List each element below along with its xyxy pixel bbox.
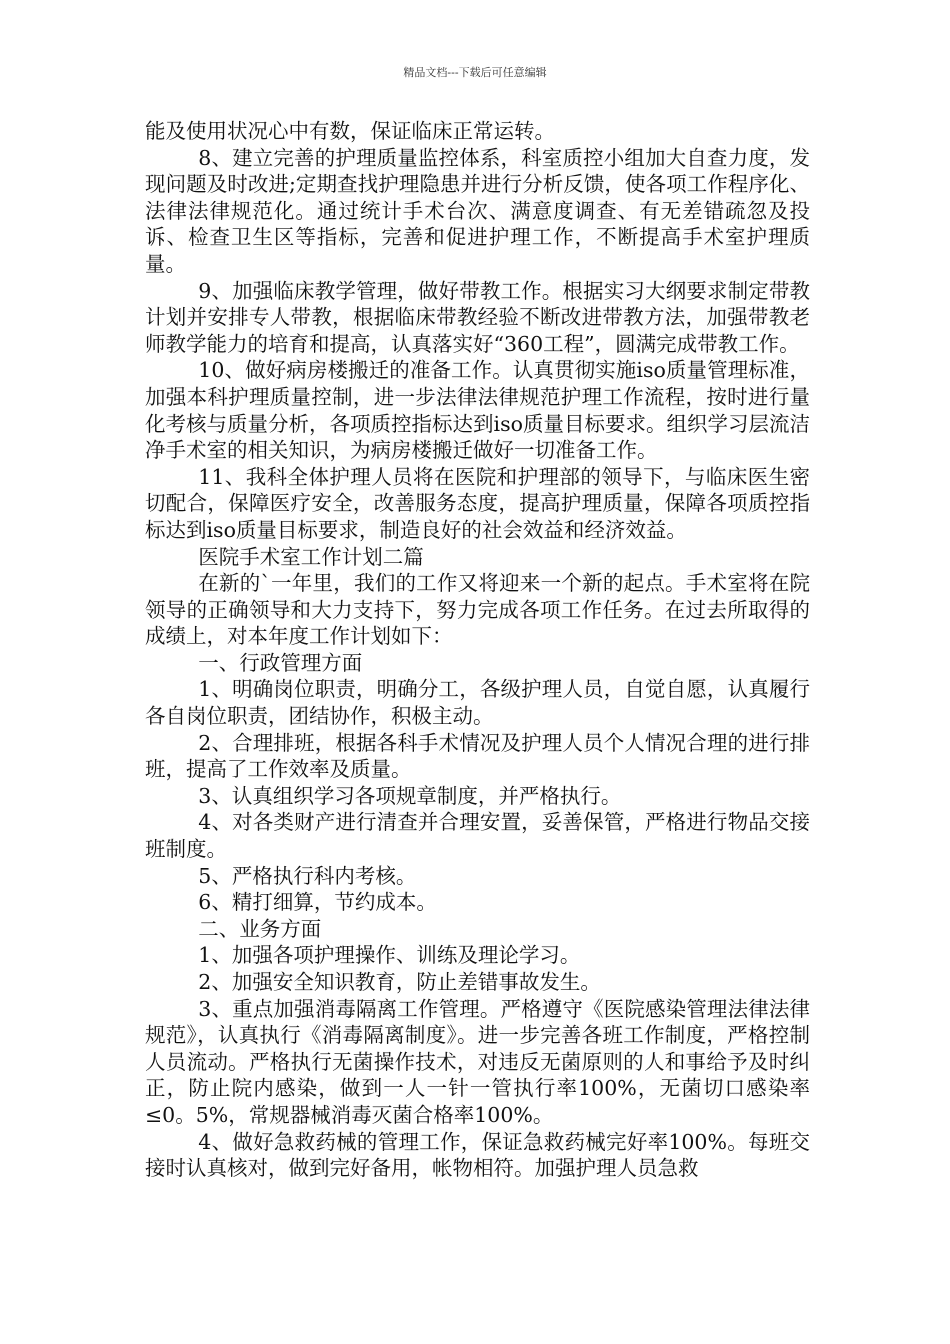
- list-item-business-3: 3、重点加强消毒隔离工作管理。严格遵守《医院感染管理法律法律规范》，认真执行《消毒隔离制度》。进一步完善各班工作制度，严格控制人员流动。严格执行无菌操作技术，对违反无菌原则的人和事给予及时纠正，防止院内感染，做到一人一针一管执行率100%，无菌切口感染率≤0。5%，常规器械消毒灭菌合格率100%。: [145, 996, 810, 1127]
- list-item-admin-2: 2、合理排班，根据各科手术情况及护理人员个人情况合理的进行排班，提高了工作效率及质量。: [145, 730, 810, 782]
- paragraph-intro: 在新的`一年里，我们的工作又将迎来一个新的起点。手术室将在院领导的正确领导和大力支持下，努力完成各项工作任务。在过去所取得的成绩上，对本年度工作计划如下：: [145, 571, 810, 649]
- section-title: 医院手术室工作计划二篇: [198, 544, 424, 569]
- list-item-business-4: 4、做好急救药械的管理工作，保证急救药械完好率100%。每班交接时认真核对，做到完好备用，帐物相符。加强护理人员急救: [145, 1129, 810, 1181]
- list-item-admin-6: 6、精打细算，节约成本。: [198, 890, 437, 915]
- paragraph-item-10: 10、做好病房楼搬迁的准备工作。认真贯彻实施iso质量管理标准，加强本科护理质量控制，进一步法律法律规范护理工作流程，按时进行量化考核与质量分析，各项质控指标达到iso质量目标要求。组织学习层流洁净手术室的相关知识，为病房楼搬迁做好一切准备工作。: [145, 358, 810, 463]
- document-body: [145, 118, 810, 1182]
- list-item-admin-3: 3、认真组织学习各项规章制度，并严格执行。: [198, 783, 622, 808]
- list-item-admin-4: 4、对各类财产进行清查并合理安置，妥善保管，严格进行物品交接班制度。: [145, 810, 810, 862]
- paragraph-continuation: 能及使用状况心中有数，保证临床正常运转。: [145, 119, 555, 143]
- paragraph-item-8: 8、建立完善的护理质量监控体系，科室质控小组加大自查力度，发现问题及时改进;定期查找护理隐患并进行分析反馈，使各项工作程序化、法律法律规范化。通过统计手术台次、满意度调查、有无差错疏忽及投诉、检查卫生区等指标，完善和促进护理工作，不断提高手术室护理质量。: [145, 145, 810, 276]
- list-item-admin-1: 1、明确岗位职责，明确分工，各级护理人员，自觉自愿，认真履行各自岗位职责，团结协作，积极主动。: [145, 677, 810, 729]
- section-heading-admin: 一、行政管理方面: [198, 650, 363, 675]
- list-item-business-1: 1、加强各项护理操作、训练及理论学习。: [198, 943, 581, 968]
- paragraph-item-9: 9、加强临床教学管理，做好带教工作。根据实习大纲要求制定带教计划并安排专人带教，根据临床带教经验不断改进带教方法，加强带教老师教学能力的培育和提高，认真落实好“360工程”，圆满完成带教工作。: [145, 278, 810, 356]
- list-item-admin-5: 5、严格执行科内考核。: [198, 863, 417, 888]
- paragraph-item-11: 11、我科全体护理人员将在医院和护理部的领导下，与临床医生密切配合，保障医疗安全，改善服务态度，提高护理质量，保障各项质控指标达到iso质量目标要求，制造良好的社会效益和经济效益。: [145, 464, 810, 542]
- page-header: 精品文档---下载后可任意编辑: [403, 66, 547, 79]
- section-heading-business: 二、业务方面: [198, 916, 322, 941]
- list-item-business-2: 2、加强安全知识教育，防止差错事故发生。: [198, 970, 601, 994]
